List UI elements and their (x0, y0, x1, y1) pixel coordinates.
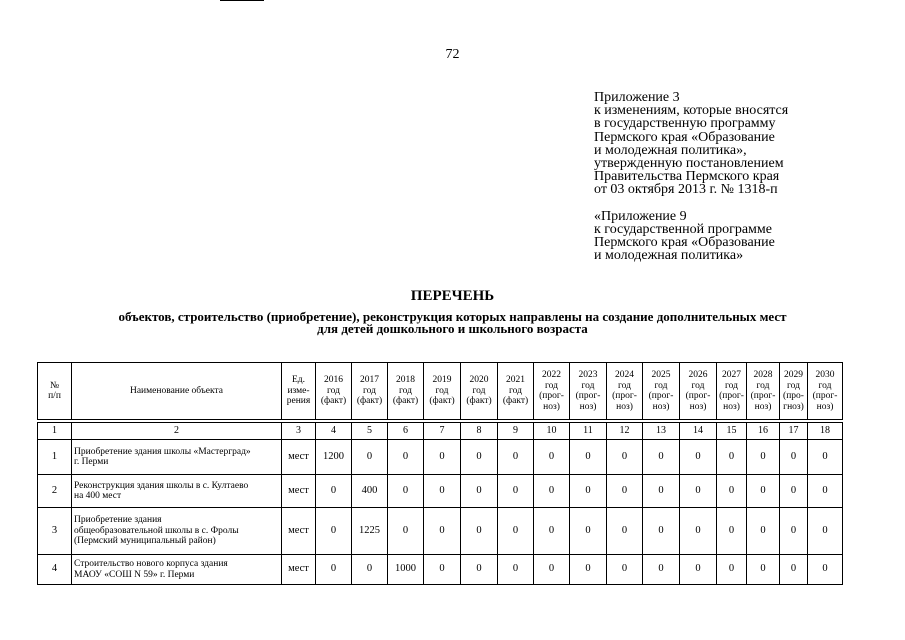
table-header-row (38, 363, 843, 420)
value-cell: 0 (680, 555, 717, 585)
column-header-line: (прог- (648, 391, 674, 401)
column-header (498, 363, 534, 420)
column-header-line: ноз) (689, 401, 707, 412)
approval-line: к изменениям, которые вносятся (594, 103, 789, 119)
annex-line: Пермского края «Образование (594, 235, 775, 251)
column-number: 17 (780, 423, 808, 440)
objects-table (37, 362, 843, 585)
column-header (643, 363, 680, 420)
column-header-line: год (399, 385, 412, 396)
table-row (38, 475, 843, 508)
value-cell: 0 (747, 555, 780, 585)
approval-line: утвержденную постановлением (594, 156, 784, 172)
annex-line: и молодежная политика» (594, 248, 744, 264)
column-header-line: 2030 (815, 370, 835, 380)
column-header-line: гноз) (783, 401, 804, 412)
column-header-line: (факт) (466, 396, 492, 407)
column-header-line: год (472, 385, 486, 396)
value-cell: 0 (424, 475, 461, 508)
approval-line: Пермского края «Образование (594, 129, 775, 145)
value-cell: 0 (352, 440, 388, 475)
column-header-line: (прог- (612, 391, 637, 401)
column-number: 9 (498, 423, 534, 440)
column-header (352, 363, 388, 420)
value-cell: 0 (643, 475, 680, 508)
value-cell: 0 (643, 508, 680, 555)
value-cell: 0 (780, 508, 808, 555)
column-header-line: 2019 (432, 375, 452, 386)
value-cell: 1200 (316, 440, 352, 475)
column-header-line: 2026 (688, 370, 708, 380)
column-number: 14 (680, 423, 717, 440)
value-cell: 0 (643, 440, 680, 475)
value-cell: 0 (717, 555, 747, 585)
column-header-line: год (654, 380, 668, 391)
value-cell: 0 (316, 475, 352, 508)
value-cell: 0 (498, 555, 534, 585)
column-header-line: 2027 (722, 370, 741, 380)
value-cell: 0 (316, 555, 352, 585)
column-header-line: изме- (287, 385, 310, 396)
column-number: 7 (424, 423, 461, 440)
column-header-line: (прог- (812, 391, 838, 401)
table-row (38, 555, 843, 585)
column-number: 16 (747, 423, 780, 440)
value-cell: 0 (643, 555, 680, 585)
value-cell: 0 (498, 508, 534, 555)
column-header-line: ноз) (616, 401, 633, 412)
approval-block (594, 91, 788, 262)
column-header-line: 2017 (360, 375, 379, 386)
value-cell: 0 (461, 555, 498, 585)
column-header-line: рения (286, 396, 311, 407)
column-header-line: 2029 (784, 370, 803, 380)
object-name-line: общеобразовательной школы в с. Фролы (74, 525, 239, 536)
column-header (72, 363, 282, 420)
column-header-line: ноз) (543, 401, 560, 412)
column-number: 13 (643, 423, 680, 440)
value-cell: 1225 (352, 508, 388, 555)
value-cell: 0 (747, 475, 780, 508)
unit-cell: мест (282, 555, 316, 585)
document-subtitle: объектов, строительство (приобретение), реконструкция которых направлены на создание дополнительных мест (118, 309, 787, 324)
row-number: 4 (38, 555, 72, 585)
column-header-line: (факт) (356, 396, 383, 407)
column-header-line: год (756, 380, 770, 391)
row-number: 2 (38, 475, 72, 508)
page-number: 72 (445, 47, 460, 62)
row-number: 3 (38, 508, 72, 555)
object-name-line: Строительство нового корпуса здания (74, 559, 228, 569)
column-header-line: год (545, 380, 558, 391)
value-cell: 0 (534, 555, 570, 585)
column-header-line: (факт) (392, 396, 419, 407)
column-header-line: год (581, 380, 595, 391)
column-header (388, 363, 424, 420)
object-name (72, 555, 282, 585)
column-header (570, 363, 607, 420)
value-cell: 0 (717, 440, 747, 475)
object-name-line: Приобретение здания (74, 515, 162, 526)
value-cell: 0 (461, 508, 498, 555)
value-cell: 0 (680, 508, 717, 555)
column-header-line: (прог- (575, 391, 601, 401)
column-header-line: год (818, 380, 832, 391)
value-cell: 0 (316, 508, 352, 555)
approval-line: от 03 октября 2013 г. № 1318-п (594, 182, 778, 198)
value-cell: 0 (424, 508, 461, 555)
value-cell: 0 (498, 440, 534, 475)
value-cell: 0 (680, 475, 717, 508)
column-number: 2 (72, 423, 282, 440)
value-cell: 0 (388, 508, 424, 555)
document-subtitle: для детей дошкольного и школьного возраста (317, 321, 588, 336)
value-cell: 0 (498, 475, 534, 508)
column-header-line: 2020 (469, 375, 489, 386)
column-number: 8 (461, 423, 498, 440)
value-cell: 0 (570, 475, 607, 508)
value-cell: 0 (607, 508, 643, 555)
column-header-line: (про- (783, 391, 804, 401)
column-header-line: ноз) (816, 401, 834, 412)
column-header-line: (прог- (719, 391, 744, 401)
value-cell: 0 (424, 555, 461, 585)
column-header-line: Наименование объекта (129, 385, 223, 396)
column-header-line: 2021 (506, 375, 525, 386)
column-header-line: (прог- (539, 391, 564, 401)
document-title: ПЕРЕЧЕНЬ (410, 288, 495, 304)
column-number: 3 (282, 423, 316, 440)
column-header-line: (прог- (750, 391, 776, 401)
value-cell: 0 (808, 508, 843, 555)
object-name-line: Реконструкция здания школы в с. Култаево (74, 480, 249, 491)
column-header-line: № (49, 380, 60, 391)
value-cell: 400 (352, 475, 388, 508)
value-cell: 0 (780, 475, 808, 508)
column-header-line: год (363, 385, 376, 396)
value-cell: 0 (808, 440, 843, 475)
approval-line: в государственную программу (594, 116, 776, 132)
value-cell: 0 (388, 440, 424, 475)
column-header (461, 363, 498, 420)
column-header-line: 2025 (651, 370, 671, 380)
value-cell: 0 (747, 440, 780, 475)
column-header-line: год (509, 385, 522, 396)
column-header-line: Ед. (291, 375, 305, 386)
value-cell: 0 (680, 440, 717, 475)
value-cell: 0 (607, 475, 643, 508)
value-cell: 0 (780, 555, 808, 585)
value-cell: 0 (747, 508, 780, 555)
annex-line: «Приложение 9 (594, 208, 687, 224)
value-cell: 0 (717, 475, 747, 508)
value-cell: 0 (570, 555, 607, 585)
column-number: 12 (607, 423, 643, 440)
value-cell: 0 (424, 440, 461, 475)
column-number: 6 (388, 423, 424, 440)
approval-line: и молодежная политика», (594, 142, 747, 158)
column-number: 1 (38, 423, 72, 440)
column-number: 11 (570, 423, 607, 440)
column-header (282, 363, 316, 420)
row-number: 1 (38, 440, 72, 475)
value-cell: 0 (570, 440, 607, 475)
value-cell: 0 (607, 440, 643, 475)
column-header-line: 2023 (578, 370, 598, 380)
column-header (534, 363, 570, 420)
approval-line: Приложение 3 (594, 90, 680, 105)
column-header-line: год (327, 385, 340, 396)
column-header (316, 363, 352, 420)
value-cell: 0 (607, 555, 643, 585)
column-header (747, 363, 780, 420)
top-rule (220, 0, 264, 1)
object-name (72, 440, 282, 475)
column-header-line: (факт) (429, 396, 455, 407)
object-name-line: г. Перми (74, 457, 109, 467)
column-header (424, 363, 461, 420)
object-name-line: на 400 мест (74, 491, 122, 501)
value-cell: 0 (534, 440, 570, 475)
object-name-line: МАОУ «СОШ N 59» г. Перми (74, 569, 195, 580)
column-header-line: (факт) (502, 396, 529, 407)
column-header (38, 363, 72, 420)
column-header (717, 363, 747, 420)
column-header (607, 363, 643, 420)
value-cell: 0 (352, 555, 388, 585)
column-header-line: ноз) (723, 401, 740, 412)
value-cell: 0 (534, 508, 570, 555)
value-cell: 0 (808, 475, 843, 508)
object-name-line: (Пермский муниципальный район) (74, 536, 216, 547)
column-number: 18 (808, 423, 843, 440)
column-header-line: 2022 (542, 370, 561, 380)
column-number: 4 (316, 423, 352, 440)
column-header-line: год (618, 380, 631, 391)
column-header-line: (прог- (685, 391, 711, 401)
value-cell: 0 (570, 508, 607, 555)
value-cell: 0 (461, 475, 498, 508)
column-header-line: 2028 (753, 370, 773, 380)
column-number-row (38, 423, 843, 440)
column-header-line: год (725, 380, 738, 391)
column-header-line: 2016 (324, 375, 343, 386)
column-number: 15 (717, 423, 747, 440)
approval-gap (594, 197, 788, 210)
value-cell: 0 (808, 555, 843, 585)
annex-line: к государственной программе (594, 221, 772, 237)
value-cell: 0 (388, 475, 424, 508)
value-cell: 0 (780, 440, 808, 475)
column-header-line: (факт) (320, 396, 347, 407)
column-header-line: п/п (48, 391, 61, 401)
column-header (780, 363, 808, 420)
column-header-line: год (787, 380, 800, 391)
column-header-line: ноз) (579, 401, 597, 412)
column-header-line: 2024 (615, 370, 634, 380)
object-name-line: Приобретение здания школы «Мастерград» (74, 446, 251, 457)
object-name (72, 508, 282, 555)
table-row (38, 508, 843, 555)
column-number: 5 (352, 423, 388, 440)
column-header-line: год (435, 385, 449, 396)
object-name (72, 475, 282, 508)
column-header (808, 363, 843, 420)
value-cell: 1000 (388, 555, 424, 585)
table-row (38, 440, 843, 475)
unit-cell: мест (282, 440, 316, 475)
column-number: 10 (534, 423, 570, 440)
column-header-line: ноз) (754, 401, 772, 412)
column-header (680, 363, 717, 420)
column-header-line: 2018 (396, 375, 415, 386)
value-cell: 0 (717, 508, 747, 555)
column-header-line: ноз) (652, 401, 670, 412)
value-cell: 0 (461, 440, 498, 475)
unit-cell: мест (282, 508, 316, 555)
column-header-line: год (691, 380, 705, 391)
value-cell: 0 (534, 475, 570, 508)
approval-line: Правительства Пермского края (594, 169, 780, 185)
unit-cell: мест (282, 475, 316, 508)
